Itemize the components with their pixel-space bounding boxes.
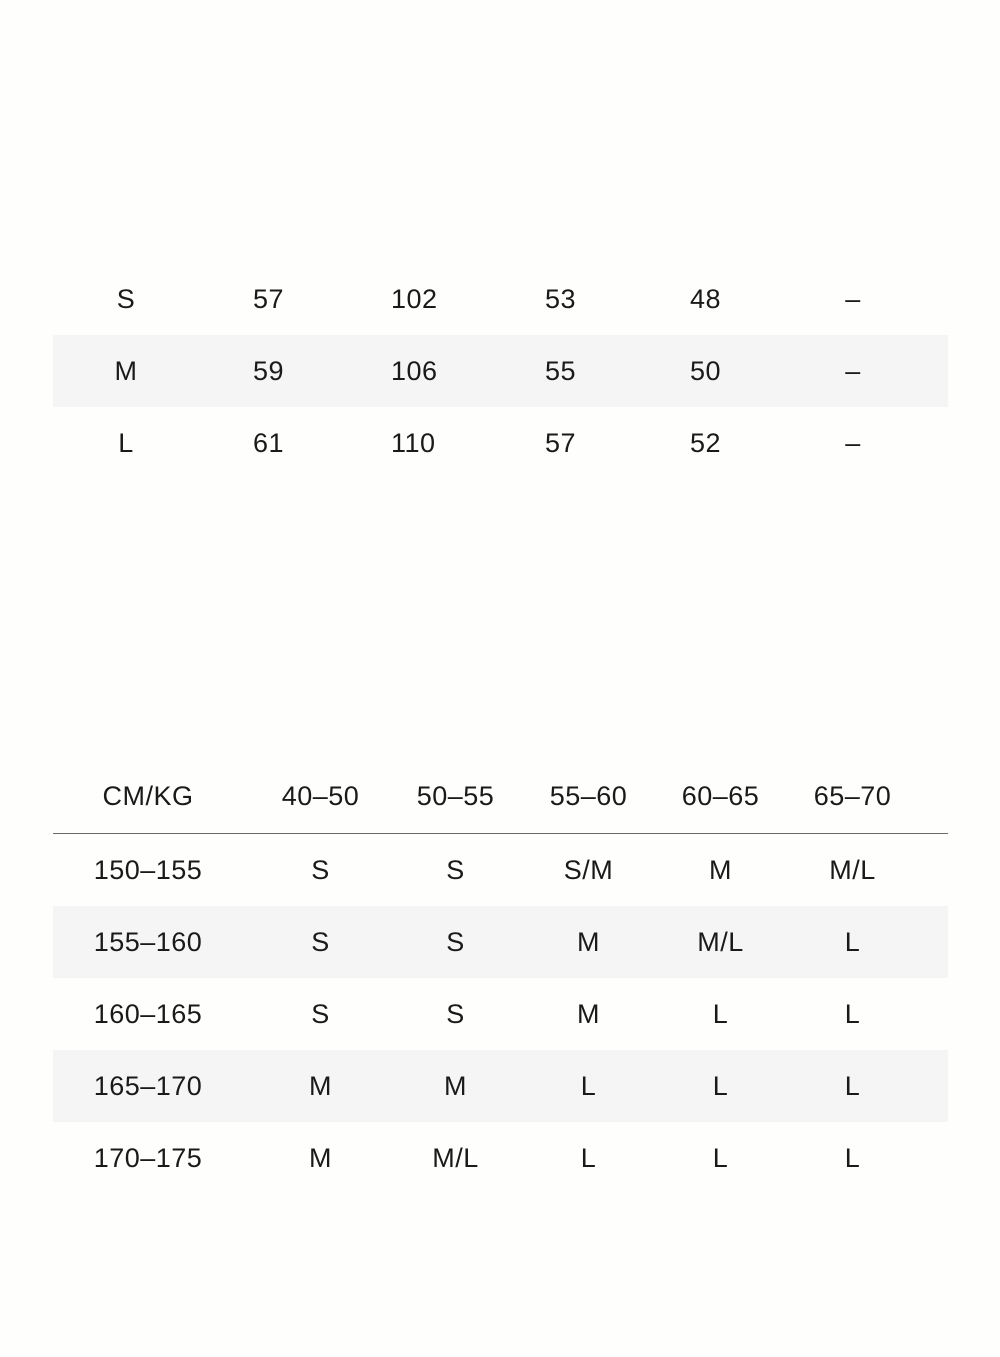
measurement-cell: 106: [391, 355, 438, 386]
size-measurement-table: [53, 263, 948, 479]
table-header-row: [53, 760, 948, 834]
size-cell: S: [311, 998, 330, 1029]
height-range-cell: 160–165: [93, 998, 203, 1029]
size-cell: M: [309, 1142, 332, 1173]
size-cell: L: [844, 998, 861, 1029]
size-cell: M: [309, 1070, 332, 1101]
size-cell: L: [712, 1070, 729, 1101]
size-cell: M: [577, 998, 600, 1029]
size-cell: L: [712, 1142, 729, 1173]
measurement-cell: 110: [391, 427, 436, 458]
measurement-cell: 53: [545, 283, 577, 314]
size-cell: S: [446, 926, 465, 957]
column-header: 40–50: [281, 781, 360, 811]
size-cell: M/L: [829, 854, 876, 885]
measurement-cell: –: [845, 283, 861, 314]
size-cell: M: [709, 854, 732, 885]
size-cell: S: [446, 854, 465, 885]
size-cell: M: [114, 355, 138, 386]
size-recommendation-table: [53, 760, 948, 1194]
table-row: [53, 407, 948, 479]
size-cell: S: [116, 283, 136, 314]
measurement-cell: 52: [690, 427, 722, 458]
measurement-cell: 50: [690, 355, 722, 386]
size-cell: L: [580, 1070, 597, 1101]
measurement-cell: 48: [690, 283, 722, 314]
size-cell: L: [712, 998, 729, 1029]
size-cell: S: [311, 854, 330, 885]
size-cell: L: [844, 926, 861, 957]
column-header: CM/KG: [102, 781, 194, 811]
column-header: 65–70: [813, 781, 892, 811]
column-header: 55–60: [549, 781, 628, 811]
size-cell: M/L: [697, 926, 744, 957]
column-header: 50–55: [416, 781, 495, 811]
size-cell: L: [580, 1142, 597, 1173]
measurement-cell: 57: [545, 427, 577, 458]
measurement-cell: 57: [253, 283, 285, 314]
size-cell: M: [577, 926, 600, 957]
size-cell: L: [844, 1142, 861, 1173]
size-cell: L: [118, 427, 134, 458]
measurement-cell: –: [845, 427, 861, 458]
measurement-cell: 61: [253, 427, 285, 458]
size-cell: M: [444, 1070, 467, 1101]
height-range-cell: 165–170: [93, 1070, 203, 1101]
height-range-cell: 155–160: [93, 926, 203, 957]
height-range-cell: 150–155: [93, 854, 203, 885]
size-cell: L: [844, 1070, 861, 1101]
table-row: [53, 1050, 948, 1122]
size-cell: M/L: [432, 1142, 479, 1173]
measurement-cell: –: [845, 355, 861, 386]
table-row: [53, 834, 948, 906]
table-row: [53, 1122, 948, 1194]
table-row: [53, 906, 948, 978]
measurement-cell: 59: [253, 355, 285, 386]
column-header: 60–65: [681, 781, 760, 811]
measurement-cell: 102: [391, 283, 438, 314]
measurement-cell: 55: [545, 355, 577, 386]
table-row: [53, 978, 948, 1050]
size-cell: S: [311, 926, 330, 957]
table-row: [53, 263, 948, 335]
size-cell: S: [446, 998, 465, 1029]
height-range-cell: 170–175: [93, 1142, 203, 1173]
table-row: [53, 335, 948, 407]
size-cell: S/M: [563, 854, 614, 885]
